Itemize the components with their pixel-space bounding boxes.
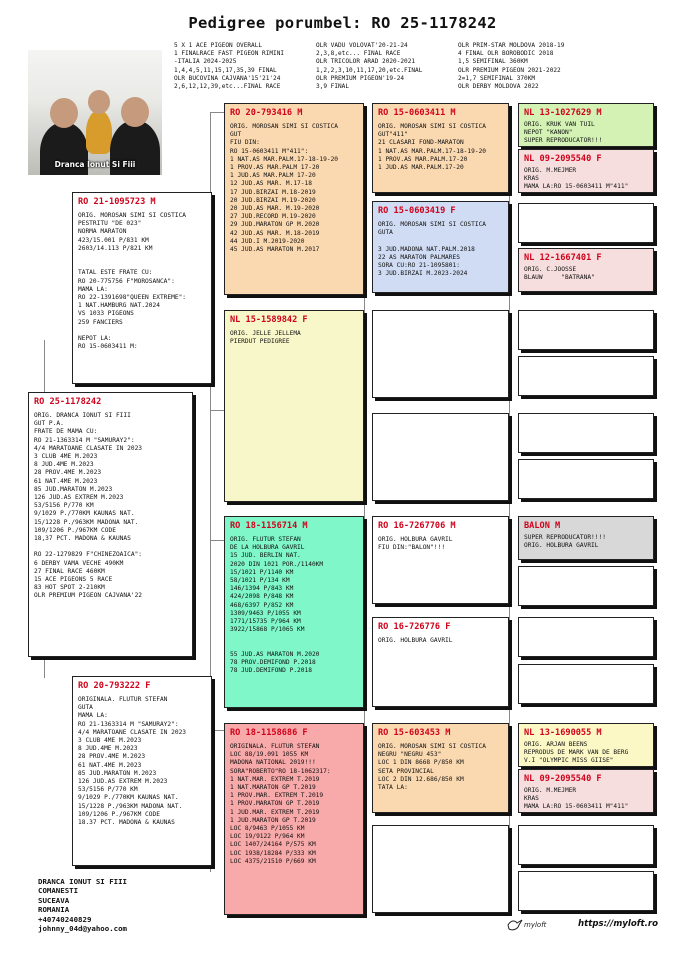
- pigeon-ff-info: ORIG. MOROSAN SIMI SI COSTICA GUT FIU DIN: RO 15-0603411 M"411": 1 NAT.AS MAR.PALM.17-18-19-20 1 PROV.AS MAR.PALM 17-20 1 JUD.AS MAR.PALM 17-20 12 JUD.AS MAR. M.17-18 17 JUD.BIRZAI M.18-2019 20 JUD.BIRZAI M.19-2020 20 JUD.AS MAR. M.19-2020 27 JUD.RECORD M.19-2020 29 JUD.MARATON GP M.2020 42 JUD.AS MAR. M.18-2019 44 JUD.I M.2019-2020 45 JUD.AS MARATON M.2017: [230, 123, 339, 254]
- pigeon-fffm-info: ORIG. M.MEJMER KRAS MAMA LA:RO 15-0603411 M"411": [524, 167, 629, 191]
- pigeon-ffmm-info: ORIG. C.JOOSSE BLAUW "BATRANA": [524, 266, 595, 282]
- pigeon-mm-ring: RO 18-1158686 F: [230, 728, 308, 738]
- pigeon-fffm-ring: NL 09-2095540 F: [524, 154, 602, 164]
- pigeon-ffm-info: ORIG. MOROSAN SIMI SI COSTICA GUTA 3 JUD.MADONA NAT.PALM.2018 22 AS MARATON PALMARES SORA CU:RO 21-1095801: 3 JUD.BIRZAI M.2023-2024: [378, 221, 487, 278]
- owner-county: SUCEAVA: [38, 895, 70, 905]
- pigeon-fmf-empty: [372, 310, 509, 398]
- pigeon-mm-info: ORIGINALA. FLUTUR STEFAN LOC 88/19.091 1055 KM MADONA NATIONAL 2019!!! SORA"ROBERTO"RO 18-1062317: 1 NAT.MAR. EXTREM T.2019 1 NAT.MARATON GP T.2019 1 PROV.MAR. EXTREM T.2019 1 PROV.MARATON GP T.2019 1 JUD.MAR. EXTREM T.2019 1 JUD.MARATON GP T.2019 LOC 8/9463 P/1055 KM LOC 19/9122 P/964 KM LOC 1407/24164 P/575 KM LOC 1938/18284 P/333 KM LOC 4375/21510 P/669 KM: [230, 743, 331, 865]
- website-link[interactable]: https://myloft.ro: [578, 919, 658, 929]
- pigeon-mff-ring: RO 16-7267706 M: [378, 521, 456, 531]
- pigeon-ffm-ring: RO 15-0603419 F: [378, 206, 456, 216]
- pigeon-mfm-info: ORIG. HOLBURA GAVRIL: [378, 637, 453, 644]
- pigeon-logo-icon: [507, 918, 523, 932]
- pigeon-gen5-empty-5: [518, 310, 654, 350]
- pigeon-gen5-empty-16: [518, 871, 654, 911]
- pigeon-mmm-empty: [372, 825, 509, 913]
- pigeon-mmfm-info: ORIG. M.MEJMER KRAS MAMA LA:RO 15-0603411 M"411": [524, 787, 629, 811]
- pigeon-fffm[interactable]: [518, 149, 654, 193]
- pigeon-mm[interactable]: [224, 723, 364, 915]
- pigeon-father-ring: RO 21-1095723 M: [78, 197, 156, 207]
- pigeon-mf-ring: RO 18-1156714 M: [230, 521, 308, 531]
- pigeon-mmfm[interactable]: [518, 769, 654, 813]
- pigeon-ffff-ring: NL 13-1027629 M: [524, 108, 602, 118]
- pigeon-gen5-empty-8: [518, 459, 654, 499]
- pigeon-fmm-empty: [372, 413, 509, 501]
- owner-city: COMANESTI: [38, 886, 79, 896]
- pigeon-fff-info: ORIG. MOROSAN SIMI SI COSTICA GUT"411" 21 CLASARI FOND-MARATON 1 NAT.AS MAR.PALM.17-18-19-20 1 PROV.AS MAR.PALM.17-20 1 JUD.AS MAR.PALM.17-20: [378, 123, 487, 172]
- pigeon-ffmf-empty: [518, 203, 654, 243]
- pigeon-ff-ring: RO 20-793416 M: [230, 108, 303, 118]
- pigeon-fm[interactable]: [224, 310, 364, 502]
- pigeon-gen5-empty-7: [518, 413, 654, 453]
- pigeon-gen5-empty-6: [518, 356, 654, 396]
- pigeon-mmf-info: ORIG. MOROSAN SIMI SI COSTICA NEGRU "NEGRU 453" LOC 1 DIN 8668 P/850 KM SETA PROVINCIAL LOC 2 DIN 12.686/850 KM TATA LA:: [378, 743, 487, 792]
- pigeon-mfm[interactable]: [372, 617, 509, 707]
- pigeon-gen5-empty-11: [518, 617, 654, 657]
- pigeon-mmf-ring: RO 15-603453 M: [378, 728, 451, 738]
- owner-photo: [28, 50, 162, 175]
- pigeon-mf[interactable]: [224, 516, 364, 708]
- pigeon-mf-info: ORIG. FLUTUR STEFAN DE LA HOLBURA GAVRIL 15 JUD. BERLIN NAT. 2020 DIN 1021 POR./1140KM 15/1021 P/1140 KM 58/1021 P/134 KM 146/1394 P/843 KM 424/2098 P/848 KM 468/6397 P/852 KM 1309/9463 P/1055 KM 1771/15735 P/964 KM 3922/15868 P/1065 KM 55 JUD.AS MARATON M.2020 78 PROV.DEMIFOND P.2018 78 JUD.DEMIFOND P.2018: [230, 536, 324, 675]
- owner-email[interactable]: johnny_04d@yahoo.com: [38, 924, 127, 934]
- pigeon-mfff[interactable]: [518, 516, 654, 560]
- pigeon-fff-ring: RO 15-0603411 M: [378, 108, 456, 118]
- pigeon-fm-ring: NL 15-1589842 F: [230, 315, 308, 325]
- pigeon-mfff-info: SUPER REPRODUCATOR!!!! ORIG. HOLBURA GAVRIL: [524, 534, 606, 550]
- pigeon-ffff-info: ORIG. KRUK VAN TUIL NEPOT "KANON" SUPER REPRODUCATOR!!!: [524, 121, 603, 145]
- pigeon-ffff[interactable]: [518, 103, 654, 147]
- owner-phone[interactable]: +40740240829: [38, 914, 92, 924]
- brand-name: myloft: [524, 921, 547, 929]
- pigeon-gen5-empty-15: [518, 825, 654, 865]
- pigeon-father[interactable]: [72, 192, 212, 384]
- pigeon-gen5-empty-10: [518, 566, 654, 606]
- pigeon-fm-info: ORIG. JELLE JELLEMA PIERDUT PEDIGREE: [230, 330, 301, 346]
- pigeon-subject[interactable]: [28, 392, 193, 657]
- performances-col3: OLR PRIM-STAR MOLDOVA 2018-19 4 FINAL OLR BOROBODIC 2018 1,5 SEMIFINAL 360KM OLR PREMIUM PIGEON 2021-2022 2=1,7 SEMIFINAL 370KM OLR DERBY MOLDOVA 2022: [458, 42, 565, 91]
- owner-info: [38, 877, 127, 933]
- pigeon-mmf[interactable]: [372, 723, 509, 813]
- performances-col1: 5 X 1 ACE PIGEON OVERALL 1 FINALRACE FAST PIGEON RIMINI -ITALIA 2024-2025 1,4,4,5,11,15,17,35,39 FINAL OLR BUCOVINA CAJVANA'15'21'24 2,6,12,12,39,etc...FINAL RACE: [174, 42, 285, 91]
- pigeon-mother[interactable]: [72, 676, 212, 866]
- owner-country: ROMANIA: [38, 905, 70, 915]
- owner-name: DRANCA IONUT SI FIII: [38, 877, 127, 886]
- pigeon-mother-info: ORIGINALA. FLUTUR STEFAN GUTA MAMA LA: RO 21-1363314 M "SAMURAY2": 4/4 MARATOANE CLASATE IN 2023 3 CLUB 4ME M.2023 8 JUD.4ME M.2023 28 PROV.4ME M.2023 61 NAT.4ME M.2023 85 JUD.MARATON M.2023 126 JUD.AS EXTREM M.2023 53/5156 P/770 KM 9/1029 P./770KM KAUNAS NAT. 15/1228 P./963KM MADONA NAT. 109/1206 P./967KM CODE 18.37 PCT. MADONA & KAUNAS: [78, 696, 187, 827]
- pigeon-gen5-empty-12: [518, 664, 654, 704]
- pigeon-ff[interactable]: [224, 103, 364, 295]
- pigeon-mother-ring: RO 20-793222 F: [78, 681, 151, 691]
- photo-caption: Dranca Ionut Si Fiii: [54, 160, 136, 169]
- pigeon-subject-info: ORIG. DRANCA IONUT SI FIII GUT P.A. FRATE DE MAMA CU: RO 21-1363314 M "SAMURAY2": 4/4 MARATOANE CLASATE IN 2023 3 CLUB 4ME M.2023 8 JUD.4ME M.2023 28 PROV.4ME M.2023 61 NAT.4ME M.2023 85 JUD.MARATON M.2023 126 JUD.AS EXTREM M.2023 53/5156 P/770 KM 9/1029 P./770KM KAUNAS NAT. 15/1228 P./963KM MADONA NAT. 109/1206 P./967KM CODE 18,37 PCT. MADONA & KAUNAS RO 22-1279829 F"CHINEZOAICA": 6 DERBY VAMA VECHE 490KM 27 FINAL RACE 460KM 15 ACE PIGEONS 5 RACE 83 HOT SPOT 2-210KM OLR PREMIUM PIGEON CAJVANA'22: [34, 412, 143, 600]
- pigeon-mmff-info: ORIG. ARJAN BEENS REPRODUS DE MARK VAN DE BERG V.I "OLYMPIC MISS GIISE": [524, 741, 629, 765]
- pigeon-mfm-ring: RO 16-726776 F: [378, 622, 451, 632]
- pigeon-ffmm-ring: NL 12-1667401 F: [524, 253, 602, 263]
- pigeon-mmff[interactable]: [518, 723, 654, 767]
- pigeon-mff-info: ORIG. HOLBURA GAVRIL FIU DIN:"BALON"!!!: [378, 536, 453, 552]
- page-title: Pedigree porumbel: RO 25-1178242: [188, 14, 497, 32]
- pigeon-ffmm[interactable]: [518, 248, 654, 292]
- pigeon-mmff-ring: NL 13-1690055 M: [524, 728, 602, 738]
- pigeon-fff[interactable]: [372, 103, 509, 193]
- pigeon-mfff-ring: BALON M: [524, 521, 561, 531]
- pigeon-father-info: ORIG. MOROSAN SIMI SI COSTICA PESTRITU "DE 023" NORMA MARATON 423/15.001 P/831 KM 2603/14.113 P/821 KM TATAL ESTE FRATE CU: RO 20-775756 F"MOROSANCA": MAMA LA: RO 22-1391698"QUEEN EXTREME": 1 NAT.HAMBURG NAT.2024 VS 1033 PIGEONS 259 FANCIERS NEPOT LA: RO 15-0603411 M:: [78, 212, 187, 351]
- performances-col2: OLR VADU VOLOVAT'20-21-24 2,3,8,etc... FINAL RACE OLR TRICOLOR ARAD 2020-2021 1,2,2,3,10,11,17,20,etc.FINAL OLR PREMIUM PIGEON'19-24 3,9 FINAL: [316, 42, 423, 91]
- pigeon-mff[interactable]: [372, 516, 509, 604]
- pigeon-mmfm-ring: NL 09-2095540 F: [524, 774, 602, 784]
- pigeon-ffm[interactable]: [372, 201, 509, 293]
- pigeon-subject-ring: RO 25-1178242: [34, 397, 102, 407]
